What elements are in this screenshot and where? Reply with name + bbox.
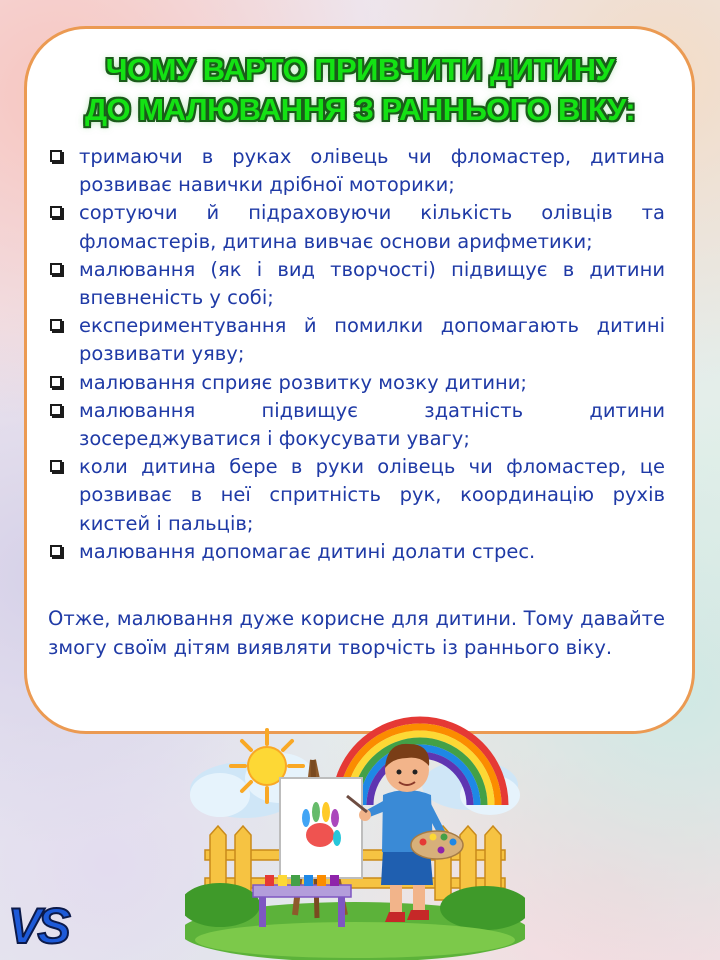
list-item-text: малювання допомагає дитині долати стрес.	[79, 539, 536, 563]
checkbox-bullet-icon	[50, 545, 62, 557]
page-title	[30, 50, 690, 130]
checkbox-bullet-icon	[50, 263, 62, 275]
list-item	[48, 453, 665, 538]
list-item	[48, 256, 665, 312]
checkbox-bullet-icon	[50, 404, 62, 416]
list-item-text: малювання сприяє розвитку мозку дитини;	[79, 370, 527, 394]
benefits-list	[48, 143, 665, 566]
checkbox-bullet-icon	[50, 376, 62, 388]
title-line-2: ДО МАЛЮВАННЯ З РАННЬОГО ВІКУ:	[84, 92, 636, 127]
checkbox-bullet-icon	[50, 319, 62, 331]
palette-icon	[411, 831, 463, 859]
checkbox-bullet-icon	[50, 206, 62, 218]
list-item-text: тримаючи в руках олівець чи фломастер, дитина розвиває навички дрібної моторики;	[79, 145, 665, 197]
list-item	[48, 369, 665, 397]
conclusion-text: Отже, малювання дуже корисне для дитини. Тому давайте змогу своїм дітям виявляти творчість із раннього віку.	[48, 607, 665, 659]
list-item-text: малювання (як і вид творчості) підвищує в дитини впевненість у собі;	[79, 257, 665, 310]
list-item	[48, 199, 665, 255]
list-item-text: експериментування й помилки допомагають дитині розвивати уяву;	[79, 314, 665, 366]
vs-logo: VS	[8, 898, 67, 954]
list-item-text: малювання підвищує здатність дитини зосереджуватися і фокусувати увагу;	[79, 398, 665, 451]
bush-icon	[185, 883, 525, 960]
title-line-1: ЧОМУ ВАРТО ПРИВЧИТИ ДИТИНУ	[105, 52, 615, 87]
list-item	[48, 538, 665, 566]
checkbox-bullet-icon	[50, 150, 62, 162]
checkbox-bullet-icon	[50, 460, 62, 472]
list-item	[48, 397, 665, 453]
list-item-text: сортуючи й підраховуючи кількість олівців та фломастерів, дитина вивчає основи арифметики;	[79, 201, 665, 253]
list-item	[48, 143, 665, 199]
list-item	[48, 312, 665, 368]
list-item-text: коли дитина бере в руки олівець чи фломастер, це розвиває в неї спритність рук, координацію рухів кистей і пальців;	[79, 455, 665, 535]
painting-boy-illustration	[185, 700, 525, 960]
